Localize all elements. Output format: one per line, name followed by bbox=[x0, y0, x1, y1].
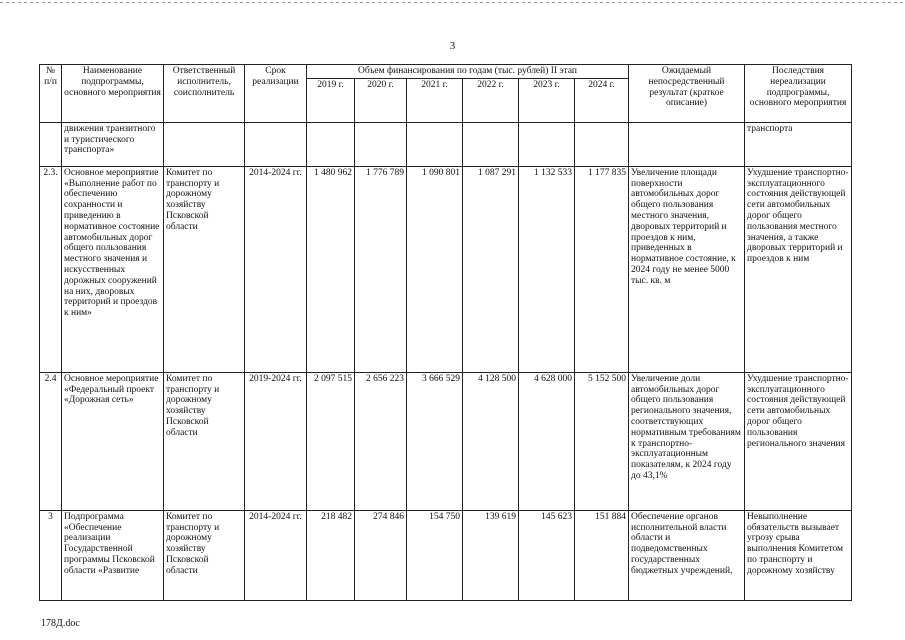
row-value: 218 482 bbox=[307, 510, 355, 600]
row-value: 1 776 789 bbox=[355, 166, 407, 372]
header-year: 2022 г. bbox=[463, 78, 519, 122]
row-name: Подпрограмма «Обеспечение реализации Государственной программы Псковской области «Развитие bbox=[62, 510, 164, 600]
header-consequences: Последствия нереализации подпрограммы, основного мероприятия bbox=[745, 65, 852, 123]
row-term bbox=[245, 122, 307, 166]
file-name-footer: 178Д.doc bbox=[41, 618, 80, 629]
row-value bbox=[355, 122, 407, 166]
row-expected: Увеличение площади поверхности автомобильных дорог общего пользования местного значения, дворовых территорий и проездов к ним, приведенных в нормативное состояние, к 2024 году не менее 5000 тыс. кв. м bbox=[629, 166, 745, 372]
page-number: 3 bbox=[449, 40, 456, 52]
header-year: 2023 г. bbox=[519, 78, 575, 122]
row-responsible: Комитет по транспорту и дорожному хозяйству Псковской области bbox=[164, 510, 245, 600]
row-value bbox=[463, 122, 519, 166]
row-value: 4 128 500 bbox=[463, 372, 519, 510]
row-value bbox=[575, 122, 629, 166]
row-num bbox=[40, 122, 62, 166]
row-responsible bbox=[164, 122, 245, 166]
table-row bbox=[40, 122, 852, 166]
row-value: 154 750 bbox=[407, 510, 463, 600]
row-value: 274 846 bbox=[355, 510, 407, 600]
row-consequences: Невыполнение обязательств вызывает угрозу срыва выполнения Комитетом по транспорту и дорожному хозяйству bbox=[745, 510, 852, 600]
row-value bbox=[307, 122, 355, 166]
row-term: 2014-2024 гг. bbox=[245, 166, 307, 372]
row-value: 5 152 500 bbox=[575, 372, 629, 510]
row-name: Основное мероприятие «Выполнение работ по обеспечению сохранности и приведению в нормативное состояние автомобильных дорог общего пользования местного значения и искусственных дорожных сооружений на них, дворовых территорий и проездов к ним» bbox=[62, 166, 164, 372]
row-consequences: транспорта bbox=[745, 122, 852, 166]
header-name: Наименование подпрограммы, основного мероприятия bbox=[62, 65, 164, 123]
row-value: 151 884 bbox=[575, 510, 629, 600]
row-value bbox=[519, 122, 575, 166]
header-year: 2020 г. bbox=[355, 78, 407, 122]
row-term: 2014-2024 гг. bbox=[245, 510, 307, 600]
row-value: 2 097 515 bbox=[307, 372, 355, 510]
row-consequences: Ухудшение транспортно-эксплуатационного состояния действующей сети автомобильных дорог общего пользования местного значения, а также дворовых территорий и проездов к ним bbox=[745, 166, 852, 372]
row-value: 1 090 801 bbox=[407, 166, 463, 372]
row-name: Основное мероприятие «Федеральный проект «Дорожная сеть» bbox=[62, 372, 164, 510]
row-value: 1 480 962 bbox=[307, 166, 355, 372]
header-expected: Ожидаемый непосредственный результат (краткое описание) bbox=[629, 65, 745, 123]
row-num: 2.3. bbox=[40, 166, 62, 372]
header-num: № п/п bbox=[40, 65, 62, 123]
header-year: 2024 г. bbox=[575, 78, 629, 122]
row-responsible: Комитет по транспорту и дорожному хозяйству Псковской области bbox=[164, 166, 245, 372]
row-expected: Обеспечение органов исполнительной власти области и подведомственных государственных бюджетных учреждений, bbox=[629, 510, 745, 600]
program-table bbox=[39, 64, 852, 601]
row-name: движения транзитного и туристического транспорта» bbox=[62, 122, 164, 166]
row-value: 2 656 223 bbox=[355, 372, 407, 510]
row-responsible: Комитет по транспорту и дорожному хозяйству Псковской области bbox=[164, 372, 245, 510]
header-term: Срок реализации bbox=[245, 65, 307, 123]
row-value: 139 619 bbox=[463, 510, 519, 600]
row-value: 1 132 533 bbox=[519, 166, 575, 372]
row-expected bbox=[629, 122, 745, 166]
table-row bbox=[40, 166, 852, 372]
header-year: 2021 г. bbox=[407, 78, 463, 122]
row-value: 1 087 291 bbox=[463, 166, 519, 372]
table-row bbox=[40, 510, 852, 600]
row-num: 2.4 bbox=[40, 372, 62, 510]
row-value: 1 177 835 bbox=[575, 166, 629, 372]
row-value: 4 628 000 bbox=[519, 372, 575, 510]
row-term: 2019-2024 гг. bbox=[245, 372, 307, 510]
row-value bbox=[407, 122, 463, 166]
scan-edge-line bbox=[0, 2, 905, 3]
row-consequences: Ухудшение транспортно-эксплуатационного состояния действующей сети автомобильных дорог общего пользования регионального значения bbox=[745, 372, 852, 510]
row-expected: Увеличение доли автомобильных дорог общего пользования регионального значения, соответствующих нормативным требованиям к транспортно-эксплуатационным показателям, к 2024 году до 43,1% bbox=[629, 372, 745, 510]
header-responsible: Ответственный исполнитель, соисполнитель bbox=[164, 65, 245, 123]
table-row bbox=[40, 372, 852, 510]
row-value: 145 623 bbox=[519, 510, 575, 600]
row-value: 3 666 529 bbox=[407, 372, 463, 510]
row-num: 3 bbox=[40, 510, 62, 600]
header-year: 2019 г. bbox=[307, 78, 355, 122]
header-funding: Объем финансирования по годам (тыс. рублей) II этап bbox=[307, 65, 629, 79]
